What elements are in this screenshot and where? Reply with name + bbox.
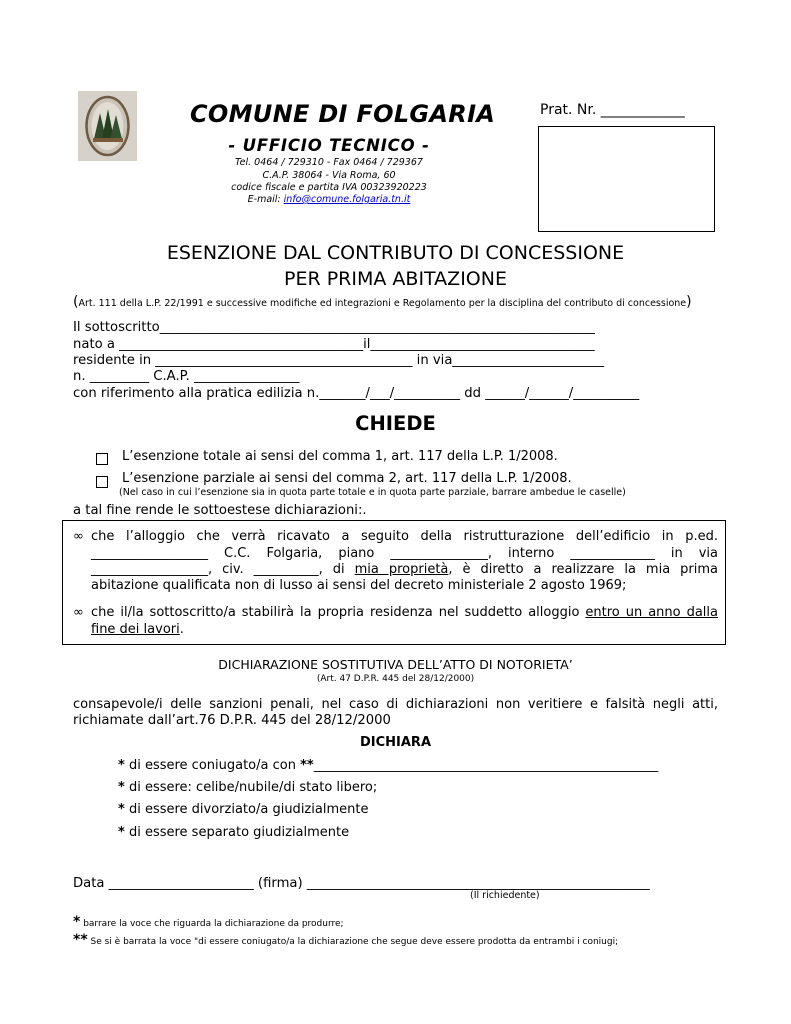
footnote-1 — [73, 914, 344, 930]
item-separated-label: di essere separato giudizialmente — [124, 825, 350, 840]
checkbox-partial-exemption[interactable] — [96, 476, 108, 488]
item-divorced-star: * — [118, 802, 125, 817]
field-residence[interactable]: residente in _______________________________________ in via_______________________ — [73, 353, 605, 368]
declaration-2-line2 — [91, 622, 718, 637]
item-single[interactable] — [118, 780, 377, 795]
decl1-purpose: , è diretto a realizzare la mia prima — [448, 562, 718, 577]
options-note: (Nel caso in cui l’esenzione sia in quota parte totale e in quota parte parziale, barrare ambedue le caselle) — [119, 487, 626, 498]
substitute-declaration-reference: (Art. 47 D.P.R. 445 del 28/12/2000) — [316, 674, 475, 684]
section-chiede: CHIEDE — [355, 412, 436, 435]
page-title: COMUNE DI FOLGARIA — [190, 100, 496, 128]
item-married[interactable] — [118, 758, 658, 773]
bullet-1-icon: ∞ — [73, 529, 84, 544]
protocol-box — [538, 126, 715, 232]
declaration-1-line3[interactable] — [91, 562, 718, 577]
item-divorced-label: di essere divorziato/a giudizialmente — [124, 802, 369, 817]
item-married-double-star: ** — [300, 758, 314, 773]
contact-address: C.A.P. 38064 - Via Roma, 60 — [262, 170, 396, 181]
awareness-line2: richiamate dall’art.76 D.P.R. 445 del 28/12/2000 — [73, 713, 391, 728]
substitute-declaration-title: DICHIARAZIONE SOSTITUTIVA DELL’ATTO DI NOTORIETA’ — [218, 657, 573, 672]
section-dichiara: DICHIARA — [359, 735, 432, 750]
contact-phone: Tel. 0464 / 729310 - Fax 0464 / 729367 — [235, 157, 423, 168]
legal-reference — [73, 294, 692, 310]
declaration-1-line4: abitazione qualificata non di lusso ai sensi del decreto ministeriale 2 agosto 1969; — [91, 578, 627, 593]
bullet-2-icon: ∞ — [73, 605, 84, 620]
spouse-name-field[interactable]: _____________________________________________________ — [313, 758, 659, 773]
decl2-deadline-end: fine dei lavori — [91, 622, 180, 637]
decl2-deadline: entro un anno dalla — [585, 605, 718, 620]
checkbox-total-exemption[interactable] — [96, 453, 108, 465]
footnote-2-text: Se si è barrata la voce "di essere coniugato/a la dichiarazione che segue deve essere prodotta da entrambi i coniugi; — [87, 937, 619, 947]
applicant-caption: (Il richiedente) — [470, 890, 540, 901]
item-married-star: * — [118, 758, 125, 773]
footnote-2 — [73, 932, 618, 948]
footnote-1-star: * — [73, 914, 81, 930]
item-separated[interactable] — [118, 825, 349, 840]
decl2-text: che il/la sottoscritto/a stabilirà la propria residenza nel suddetto alloggio — [91, 605, 586, 620]
field-number-cap[interactable]: n. _________ C.A.P. ________________ — [73, 369, 300, 384]
ref-text: Art. 111 della L.P. 22/1991 e successive modifiche ed integrazioni e Regolamento per la disciplina del contributo di concessione — [78, 298, 687, 309]
document-title-line2: PER PRIMA ABITAZIONE — [284, 268, 507, 290]
declaration-1-line1: che l’alloggio che verrà ricavato a seguito della ristrutturazione dell’edificio in p.ed. — [91, 529, 718, 544]
declarations-intro: a tal fine rende le sottoestese dichiarazioni:. — [73, 503, 367, 518]
decl1-ownership: mia proprietà — [354, 562, 449, 577]
item-single-star: * — [118, 780, 125, 795]
ref-close-paren: ) — [686, 294, 692, 310]
email-link[interactable]: info@comune.folgaria.tn.it — [283, 194, 411, 205]
document-title-line1: ESENZIONE DAL CONTRIBUTO DI CONCESSIONE — [166, 242, 625, 264]
item-separated-star: * — [118, 825, 125, 840]
footnote-2-stars: ** — [73, 932, 88, 948]
awareness-line1: consapevole/i delle sanzioni penali, nel caso di dichiarazioni non veritiere e falsità negli atti, — [73, 697, 718, 712]
contact-email-row — [190, 194, 468, 205]
option-partial-exemption: L’esenzione parziale ai sensi del comma 2, art. 117 della L.P. 1/2008. — [122, 471, 572, 486]
footnote-1-text: barrare la voce che riguarda la dichiarazione da produrre; — [80, 919, 344, 929]
item-married-label: di essere coniugato/a con — [124, 758, 301, 773]
practice-number: Prat. Nr. ____________ — [540, 102, 685, 118]
field-practice[interactable]: con riferimento alla pratica edilizia n._______/___/__________ dd ______/______/__________ — [73, 386, 640, 401]
ref-open-paren: ( — [73, 294, 79, 310]
field-birth[interactable]: nato a _____________________________________il__________________________________ — [73, 337, 595, 352]
declaration-2-line1 — [91, 605, 718, 620]
email-label: E-mail: — [247, 194, 284, 205]
field-undersigned[interactable]: Il sottoscritto__________________________________________________________________ — [73, 320, 595, 335]
decl1-civ: __________________, civ. __________, di — [91, 562, 355, 577]
item-divorced[interactable] — [118, 802, 368, 817]
contact-tax-code: codice fiscale e partita IVA 00323920223 — [231, 182, 427, 193]
declaration-1-line2[interactable]: __________________ C.C. Folgaria, piano _______________, interno _____________ in via — [91, 546, 718, 561]
date-signature-line[interactable]: Data ______________________ (firma) ____________________________________________________ — [73, 876, 650, 891]
decl2-period: . — [179, 622, 184, 637]
item-single-label: di essere: celibe/nubile/di stato libero; — [124, 780, 378, 795]
comune-logo — [78, 91, 137, 161]
option-total-exemption: L’esenzione totale ai sensi del comma 1, art. 117 della L.P. 1/2008. — [122, 449, 558, 464]
office-subtitle: - UFFICIO TECNICO - — [228, 136, 430, 155]
